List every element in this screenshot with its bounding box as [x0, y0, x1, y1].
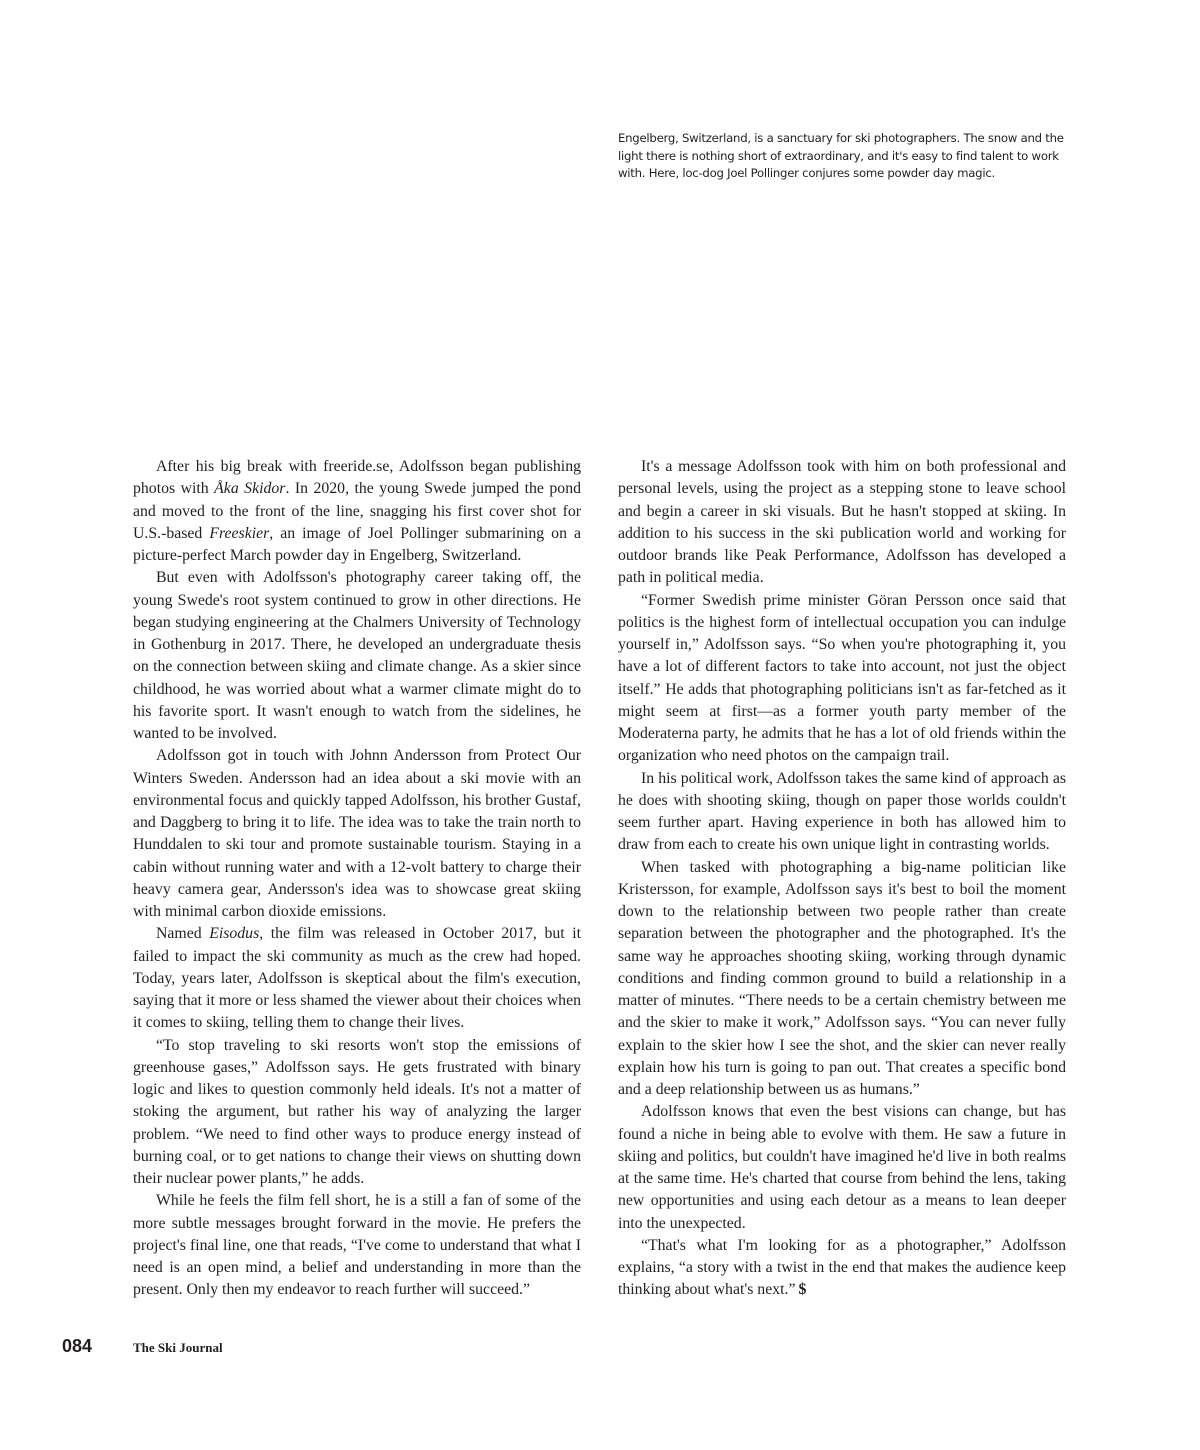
paragraph: Adolfsson got in touch with Johnn Andersson from Protect Our Winters Sweden. Andersson had an idea about a ski movie with an environmental focus and quickly tapped Adolfsson, his brother Gustaf, and Daggberg to bring it to life. The idea was to take the train north to Hunddalen to ski tour and promote sustainable tourism. Staying in a cabin without running water and with a 12-volt battery to charge their heavy camera gear, Andersson's idea was to showcase great skiing with minimal carbon dioxide emissions. — [133, 747, 581, 920]
paragraph: While he feels the film fell short, he is a still a fan of some of the more subtle messages brought forward in the movie. He prefers the project's final line, one that reads, “I've come to understand that what I need is an open mind, a belief and understanding in more than the present. Only then my endeavor to reach further will succeed.” — [133, 1192, 581, 1299]
paragraph: “Former Swedish prime minister Göran Persson once said that politics is the highest form of intellectual occupation you can indulge yourself in,” Adolfsson says. “So when you're photographing it, you have a lot of different factors to take into account, not just the object itself.” He adds that photographing politicians isn't as far-fetched as it might seem at first—as a former youth party member of the Moderaterna party, he admits that he has a lot of old friends within the organization who need photos on the campaign trail. — [618, 591, 1066, 765]
publication-name: The Ski Journal — [133, 1340, 223, 1355]
article-column-right — [618, 456, 1066, 1302]
photo-caption: Engelberg, Switzerland, is a sanctuary for ski photographers. The snow and the light there is nothing short of extraordinary, and it's easy to find talent to work with. Here, loc-dog Joel Pollinger conjures some powder day magic. — [618, 131, 1064, 180]
paragraph: In his political work, Adolfsson takes the same kind of approach as he does with shooting skiing, though on paper those worlds couldn't seem further apart. Having experience in both has allowed him to draw from each to create his own unique light in contrasting worlds. — [618, 769, 1066, 854]
paragraph: Named Eisodus, the film was released in October 2017, but it failed to impact the ski community as much as the crew had hoped. Today, years later, Adolfsson is skeptical about the film's execution, saying that it more or less shamed the viewer about their choices when it comes to skiing, telling them to change their lives. — [133, 925, 581, 1032]
page-number: 084 — [62, 1336, 93, 1356]
paragraph: “That's what I'm looking for as a photographer,” Adolfsson explains, “a story with a twist in the end that makes the audience keep thinking about what's next.” $ — [618, 1236, 1066, 1299]
paragraph: “To stop traveling to ski resorts won't stop the emissions of greenhouse gases,” Adolfsson says. He gets frustrated with binary logic and likes to question commonly held ideals. It's not a matter of stoking the argument, but rather his way of analyzing the larger problem. “We need to find other ways to produce energy instead of burning coal, or to get nations to change their views on shutting down their nuclear power plants,” he adds. — [133, 1036, 581, 1187]
paragraph: When tasked with photographing a big-name politician like Kristersson, for example, Adolfsson says it's best to boil the moment down to the relationship between two people rather than create separation between the photographer and the photographed. It's the same way he approaches shooting skiing, working through dynamic conditions and finding common ground to build a relationship in a matter of minutes. “There needs to be a certain chemistry between me and the skier to make it work,” Adolfsson says. “You can never fully explain to the skier how I see the shot, and the skier can never really explain how his turn is going to pan out. That creates a specific bond and a deep relationship between us as humans.” — [618, 858, 1066, 1098]
paragraph: Adolfsson knows that even the best visions can change, but has found a niche in being able to evolve with them. He saw a future in skiing and politics, but couldn't have imagined he'd live in both realms at the same time. He's charted that course from behind the lens, taking new opportunities and using each detour as a means to lean deeper into the unexpected. — [618, 1103, 1066, 1232]
paragraph: After his big break with freeride.se, Adolfsson began publishing photos with Åka Skidor. In 2020, the young Swede jumped the pond and moved to the front of the line, snagging his first cover shot for U.S.-based Freeskier, an image of Joel Pollinger submarining on a picture-perfect March powder day in Engelberg, Switzerland. — [133, 458, 581, 564]
paragraph: It's a message Adolfsson took with him on both professional and personal levels, using the project as a stepping stone to leave school and begin a career in ski visuals. But he hasn't stopped at skiing. In addition to his success in the ski publication world and working for outdoor brands like Peak Performance, Adolfsson has developed a path in political media. — [618, 458, 1066, 587]
end-mark-icon: $ — [798, 1281, 807, 1299]
paragraph: But even with Adolfsson's photography career taking off, the young Swede's root system continued to grow in other directions. He began studying engineering at the Chalmers University of Technology in Gothenburg in 2017. There, he developed an undergraduate thesis on the connection between skiing and climate change. As a skier since childhood, he was worried about what a warmer climate might do to his favorite sport. It wasn't enough to watch from the sidelines, he wanted to be involved. — [133, 569, 581, 742]
article-column-left — [133, 456, 581, 1302]
